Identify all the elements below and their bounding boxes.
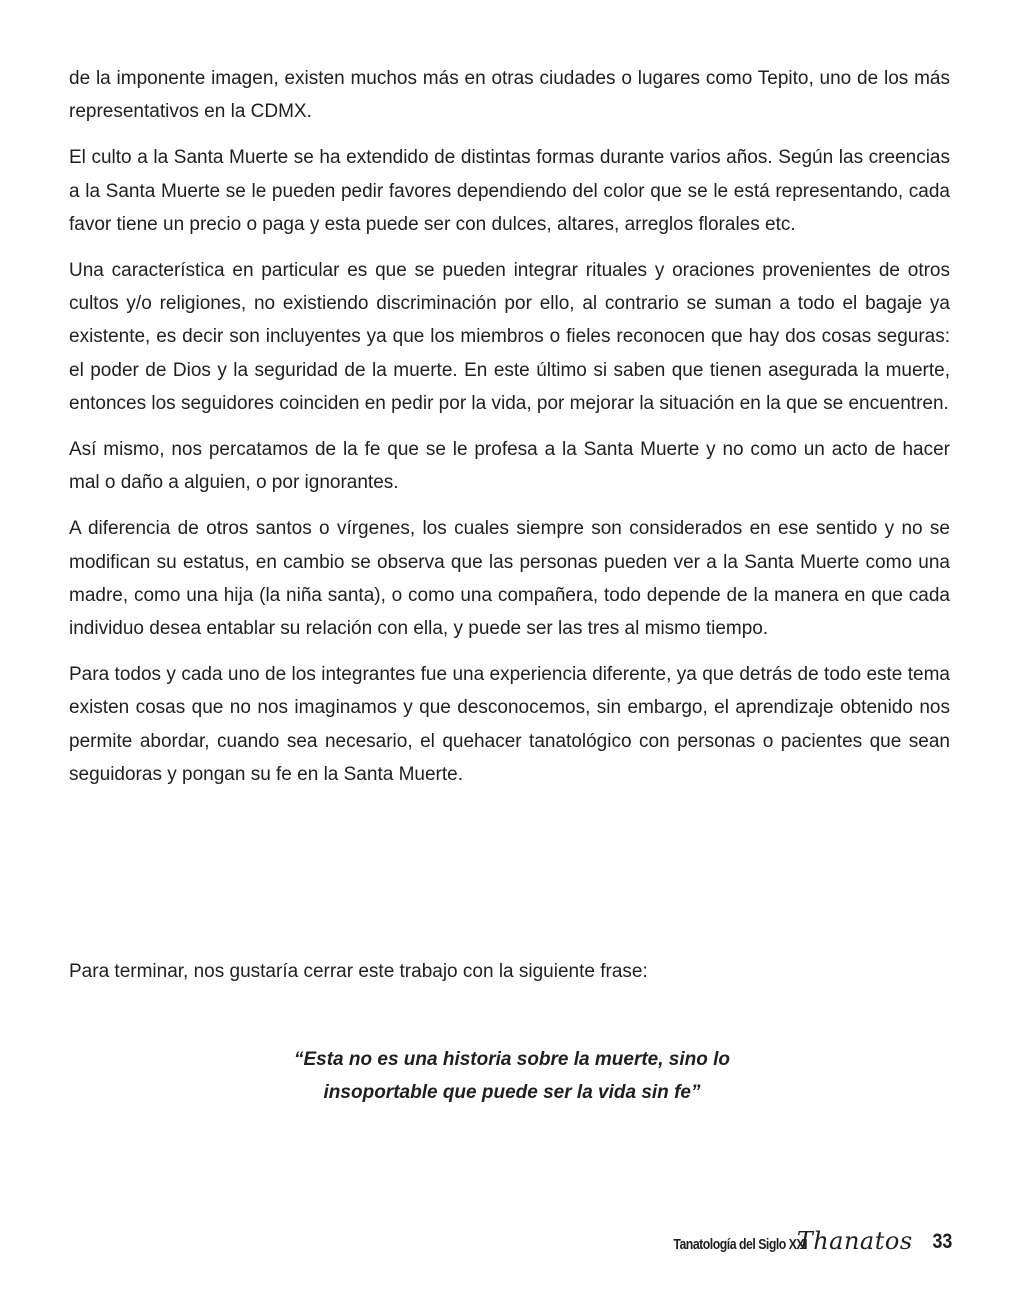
paragraph-5: A diferencia de otros santos o vírgenes, los cuales siempre son considerados en ese sentido y no se modifican su estatus, en cambio se observa que las personas pueden ver a la Santa Muerte como una madre, como una hija (la niña santa), o como una compañera, todo depende de la manera en que cada individuo desea entablar su relación con ella, y puede ser las tres al mismo tiempo. bbox=[69, 518, 950, 640]
paragraph-6: Para todos y cada uno de los integrantes fue una experiencia diferente, ya que detrás de todo este tema existen cosas que no nos imaginamos y que desconocemos, sin embargo, el aprendizaje obtenido nos permite abordar, cuando sea necesario, el quehacer tanatológico con personas o pacientes que sean seguidoras y pongan su fe en la Santa Muerte. bbox=[69, 664, 950, 785]
journal-brand-logo: Thanatos bbox=[796, 1227, 913, 1255]
closing-sentence: Para terminar, nos gustaría cerrar este trabajo con la siguiente frase: bbox=[69, 961, 648, 982]
paragraph-3: Una característica en particular es que se pueden integrar rituales y oraciones provenientes de otros cultos y/o religiones, no existiendo discriminación por ello, al contrario se suman a todo el bagaje ya existente, es decir son incluyentes ya que los miembros o fieles reconocen que hay dos cosas seguras: el poder de Dios y la seguridad de la muerte. En este último si saben que tienen asegurada la muerte, entonces los seguidores coinciden en pedir por la vida, por mejorar la situación en la que se encuentren. bbox=[69, 260, 950, 414]
body-text bbox=[69, 62, 950, 804]
paragraph-1: de la imponente imagen, existen muchos más en otras ciudades o lugares como Tepito, uno de los más representativos en la CDMX. bbox=[69, 68, 950, 123]
page-footer bbox=[644, 1222, 952, 1254]
paragraph-4: Así mismo, nos percatamos de la fe que se le profesa a la Santa Muerte y no como un acto de hacer mal o daño a alguien, o por ignorantes. bbox=[69, 439, 950, 494]
quote-line-1: “Esta no es una historia sobre la muerte, sino lo bbox=[293, 1049, 731, 1070]
paragraph-2: El culto a la Santa Muerte se ha extendido de distintas formas durante varios años. Según las creencias a la Santa Muerte se le pueden pedir favores dependiendo del color que se le está representando, cada favor tiene un precio o paga y esta puede ser con dulces, altares, arreglos florales etc. bbox=[69, 147, 950, 235]
quote-line-2: insoportable que puede ser la vida sin fe” bbox=[323, 1082, 701, 1103]
closing-quote bbox=[0, 1043, 1024, 1109]
page-number: 33 bbox=[932, 1230, 952, 1253]
journal-name: Tanatología del Siglo XXI bbox=[672, 1236, 807, 1253]
